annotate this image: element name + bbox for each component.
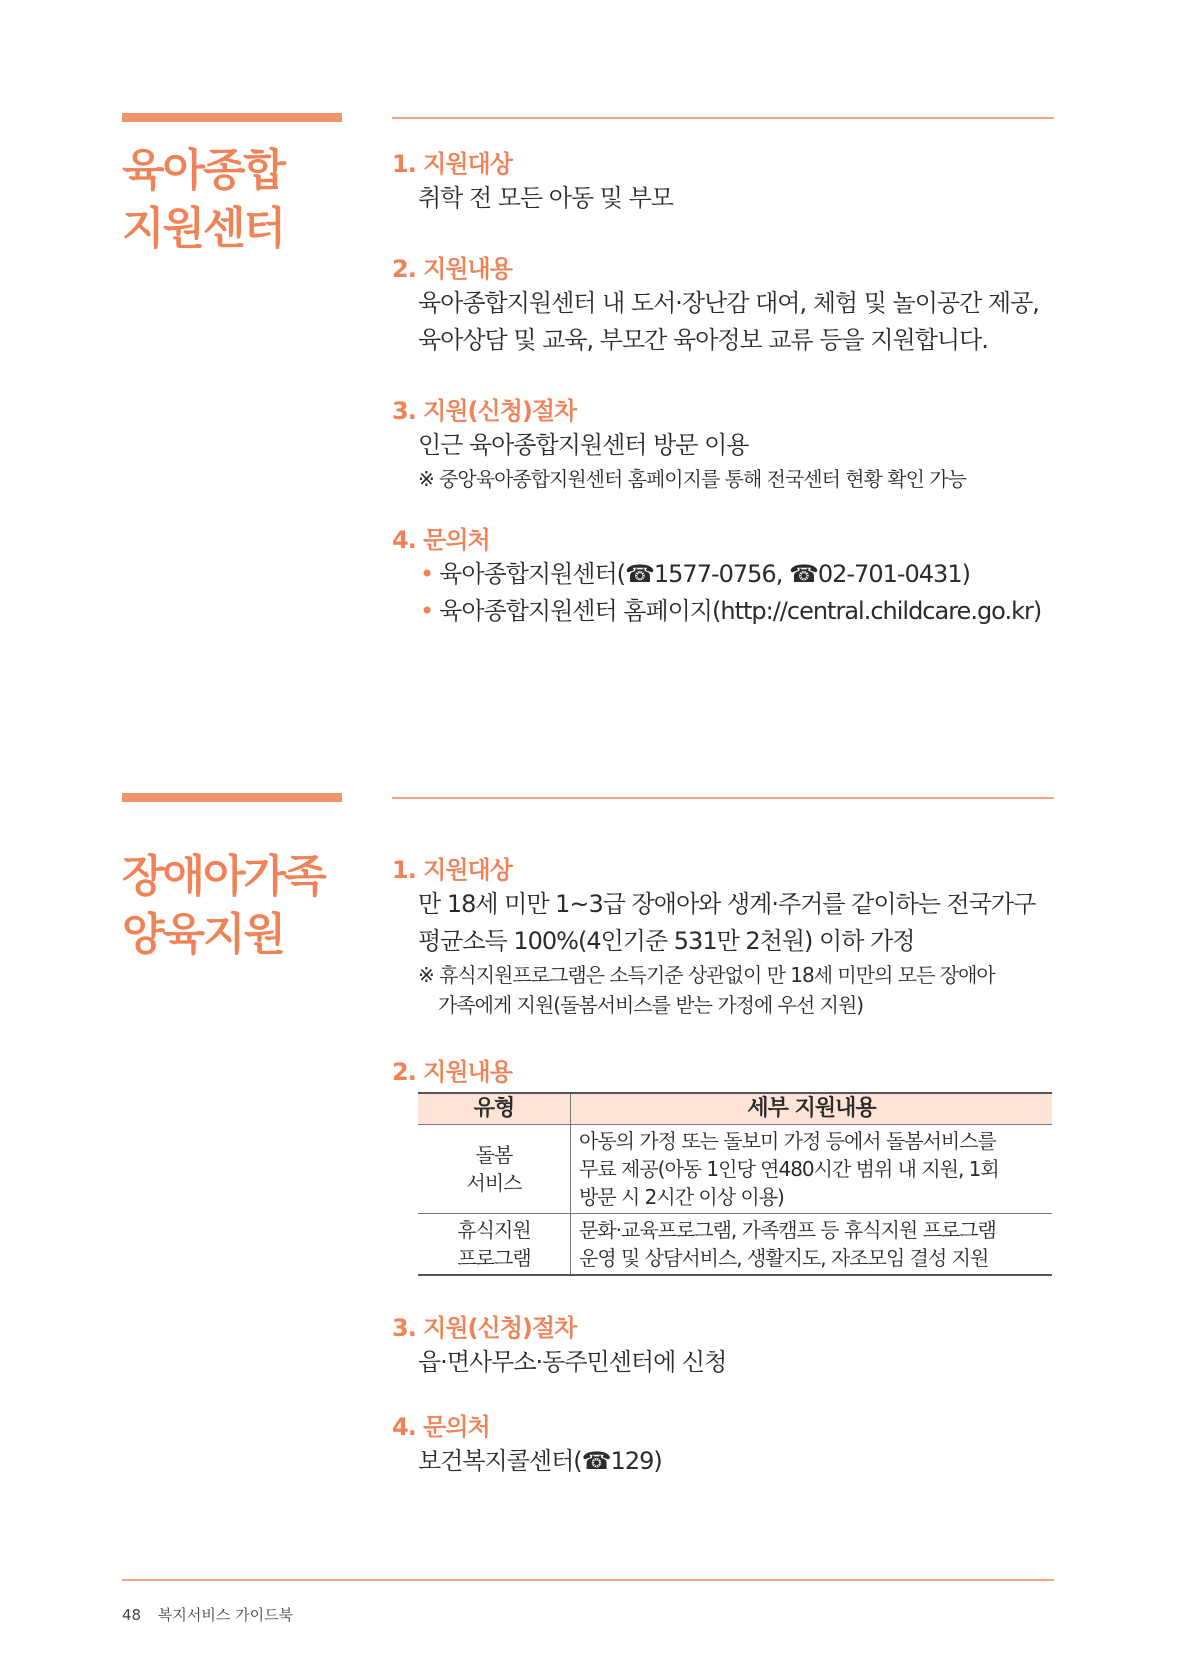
contact-phone-text: 육아종합지원센터(☎1577-0756, ☎02-701-0431) xyxy=(439,560,970,588)
section1-content xyxy=(392,148,1060,630)
section2-note-line2: 가족에게 지원(돌봄서비스를 받는 가정에 우선 지원) xyxy=(438,993,864,1017)
table-cell-type xyxy=(418,1125,571,1214)
section1-content-line1: 육아종합지원센터 내 도서·장난감 대여, 체험 및 놀이공간 제공, xyxy=(418,289,1039,317)
table-header-type: 유형 xyxy=(418,1093,571,1125)
section2-title-line2: 양육지원 xyxy=(122,909,285,960)
section1-contact-bullet1 xyxy=(392,556,1060,593)
page-number: 48 xyxy=(122,1606,142,1624)
section1-accent-bar xyxy=(122,113,342,122)
footer-rule xyxy=(122,1579,1054,1581)
table-cell-detail xyxy=(571,1125,1053,1214)
section1-contact-bullet2 xyxy=(392,593,1060,630)
section2-contact-heading: 4. 문의처 xyxy=(392,1413,490,1441)
section1-procedure-heading: 3. 지원(신청)절차 xyxy=(392,397,577,425)
section1-title-line1: 육아종합 xyxy=(122,145,285,196)
section1-contact-heading: 4. 문의처 xyxy=(392,526,490,554)
detail-line: 무료 제공(아동 1인당 연480시간 범위 내 지원, 1회 xyxy=(579,1157,999,1181)
section2-rule xyxy=(392,797,1054,799)
type-line: 돌봄 xyxy=(475,1143,513,1167)
table-cell-detail xyxy=(571,1214,1053,1276)
book-title: 복지서비스 가이드북 xyxy=(157,1606,294,1624)
section2-target-line1: 만 18세 미만 1~3급 장애아와 생계·주거를 같이하는 전국가구 xyxy=(418,890,1036,918)
section1-title-line2: 지원센터 xyxy=(122,203,285,254)
footer xyxy=(122,1604,293,1625)
section2-title xyxy=(122,848,382,964)
section2-title-line1: 장애아가족 xyxy=(122,851,325,902)
section2-target-note xyxy=(392,960,1060,1020)
detail-line: 아동의 가정 또는 돌보미 가정 등에서 돌봄서비스를 xyxy=(579,1129,996,1153)
section1-content-heading: 2. 지원내용 xyxy=(392,255,512,283)
section2-procedure-heading: 3. 지원(신청)절차 xyxy=(392,1314,577,1342)
section2-contact-text: 보건복지콜센터(☎129) xyxy=(418,1447,662,1475)
support-table xyxy=(418,1092,1052,1276)
detail-line: 문화·교육프로그램, 가족캠프 등 휴식지원 프로그램 xyxy=(579,1218,996,1242)
type-line: 프로그램 xyxy=(457,1246,531,1270)
section2-accent-bar xyxy=(122,793,342,802)
section1-rule xyxy=(392,117,1054,119)
section1-target-text: 취학 전 모든 아동 및 부모 xyxy=(418,184,673,212)
section1-procedure-text: 인근 육아종합지원센터 방문 이용 xyxy=(418,431,749,459)
table-row xyxy=(418,1125,1052,1214)
section2-note-line1: ※ 휴식지원프로그램은 소득기준 상관없이 만 18세 미만의 모든 장애아 xyxy=(418,963,995,987)
table-row xyxy=(418,1214,1052,1276)
section2-content-heading: 2. 지원내용 xyxy=(392,1058,512,1086)
bullet-dot-icon: • xyxy=(420,597,434,625)
table-header-row xyxy=(418,1093,1052,1125)
section2-target-heading: 1. 지원대상 xyxy=(392,856,512,884)
section1-procedure-note: ※ 중앙육아종합지원센터 홈페이지를 통해 전국센터 현황 확인 가능 xyxy=(418,467,966,491)
section1-title xyxy=(122,142,382,258)
section1-target-heading: 1. 지원대상 xyxy=(392,150,512,178)
section2-procedure-text: 읍·면사무소·동주민센터에 신청 xyxy=(418,1348,727,1376)
detail-line: 운영 및 상담서비스, 생활지도, 자조모임 결성 지원 xyxy=(579,1246,989,1270)
type-line: 휴식지원 xyxy=(457,1218,531,1242)
contact-homepage-text: 육아종합지원센터 홈페이지(http://central.childcare.go.kr) xyxy=(439,597,1042,625)
type-line: 서비스 xyxy=(466,1171,522,1195)
detail-line: 방문 시 2시간 이상 이용) xyxy=(579,1185,784,1209)
section2-content xyxy=(392,854,1060,1480)
bullet-dot-icon: • xyxy=(420,560,434,588)
table-cell-type xyxy=(418,1214,571,1276)
table-header-detail: 세부 지원내용 xyxy=(571,1093,1053,1125)
section2-target-line2: 평균소득 100%(4인기준 531만 2천원) 이하 가정 xyxy=(418,927,915,955)
section1-content-line2: 육아상담 및 교육, 부모간 육아정보 교류 등을 지원합니다. xyxy=(418,326,988,354)
